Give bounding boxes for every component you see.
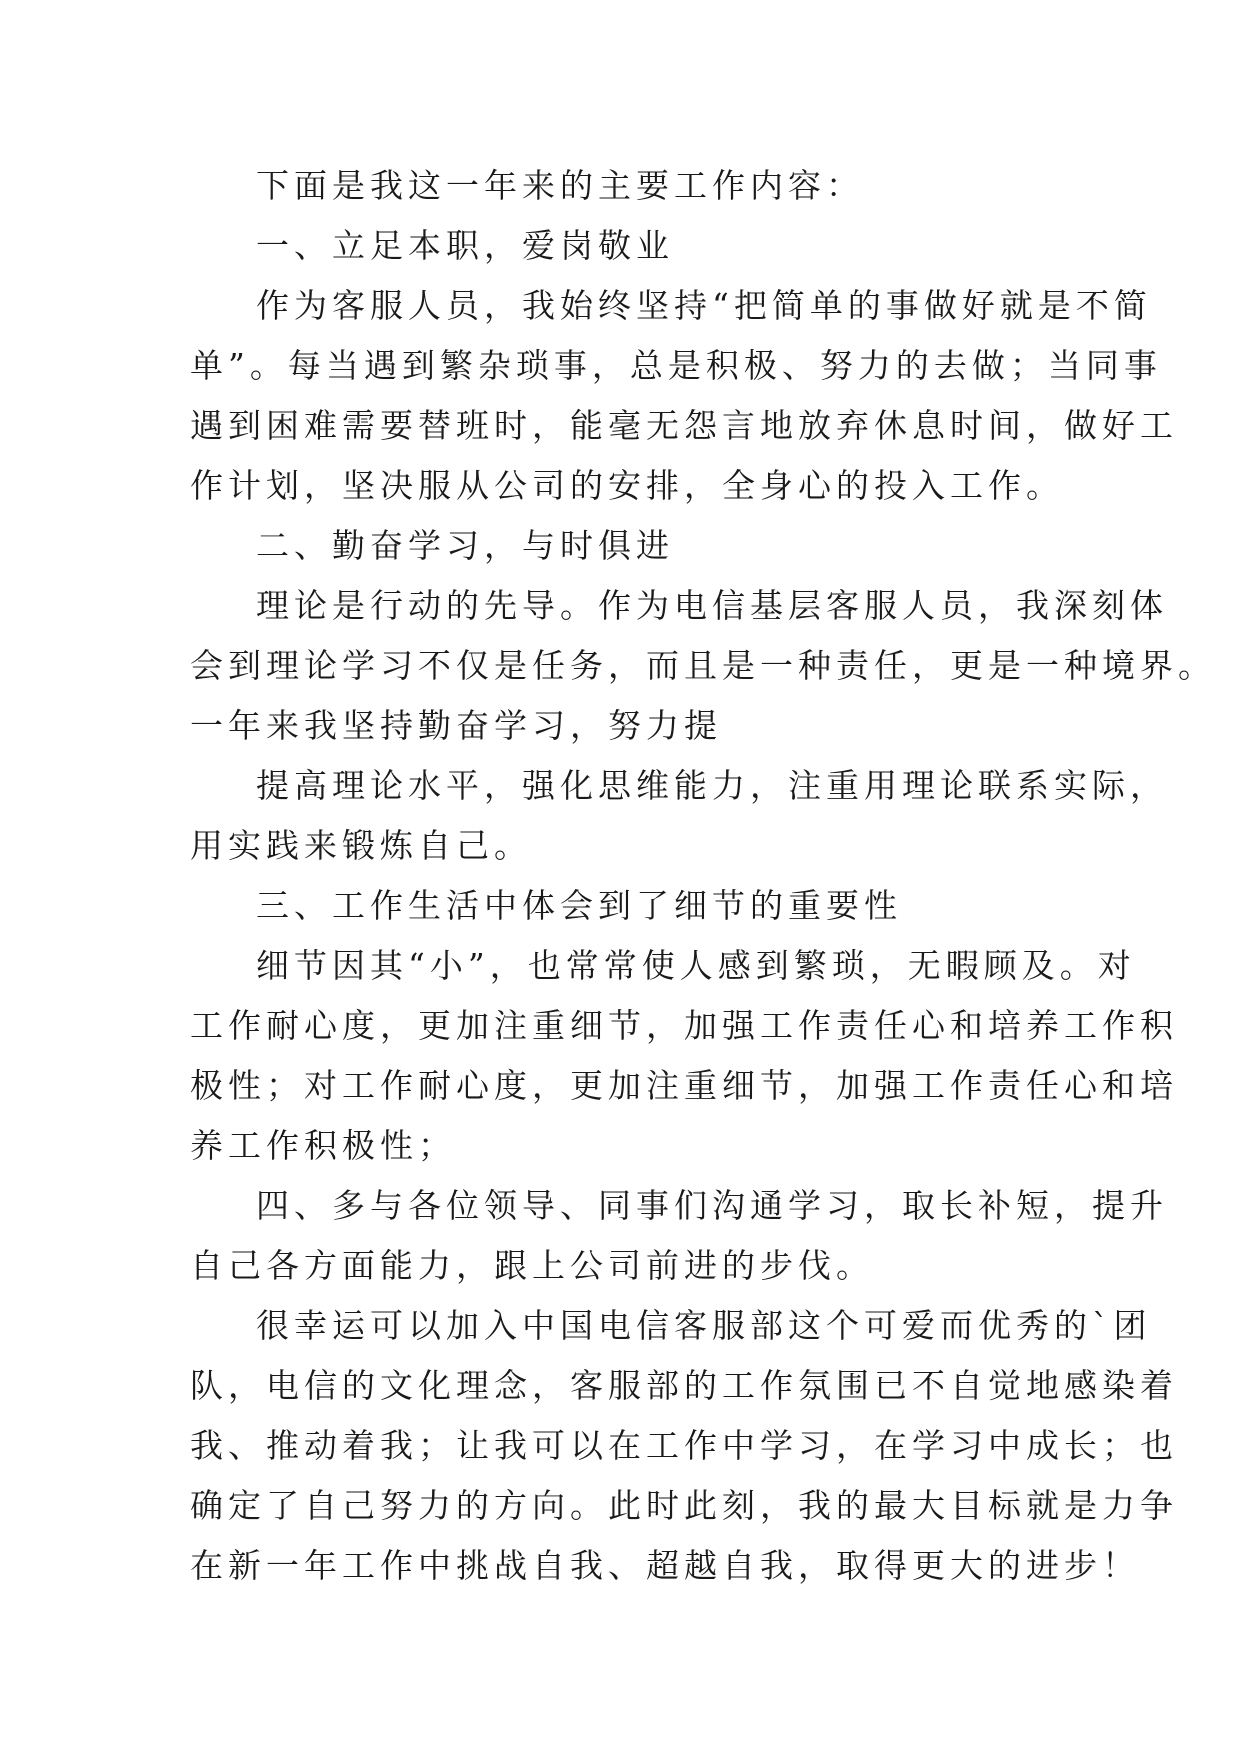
text-line: 提高理论水平，强化思维能力，注重用理论联系实际，: [256, 766, 1168, 805]
section-heading: 二、勤奋学习，与时俱进: [256, 526, 674, 565]
text-line: 养工作积极性；: [190, 1126, 456, 1165]
text-line: 遇到困难需要替班时，能毫无怨言地放弃休息时间，做好工: [190, 406, 1178, 445]
text-line: 很幸运可以加入中国电信客服部这个可爱而优秀的`团: [256, 1306, 1152, 1345]
text-line: 单”。每当遇到繁杂琐事，总是积极、努力的去做；当同事: [190, 346, 1162, 385]
text-line: 细节因其“小”，也常常使人感到繁琐，无暇顾及。对: [256, 946, 1136, 985]
text-line: 极性；对工作耐心度，更加注重细节，加强工作责任心和培: [190, 1066, 1178, 1105]
text-line: 工作耐心度，更加注重细节，加强工作责任心和培养工作积: [190, 1006, 1178, 1045]
section-heading: 一、立足本职，爱岗敬业: [256, 226, 674, 265]
text-line: 一年来我坚持勤奋学习，努力提: [190, 706, 722, 745]
text-line: 作计划，坚决服从公司的安排，全身心的投入工作。: [190, 466, 1064, 505]
text-line: 确定了自己努力的方向。此时此刻，我的最大目标就是力争: [190, 1486, 1178, 1525]
text-line: 下面是我这一年来的主要工作内容：: [256, 166, 864, 205]
text-line: 在新一年工作中挑战自我、超越自我，取得更大的进步！: [190, 1546, 1140, 1585]
section-heading: 三、工作生活中体会到了细节的重要性: [256, 886, 902, 925]
text-line: 队，电信的文化理念，客服部的工作氛围已不自觉地感染着: [190, 1366, 1178, 1405]
text-line: 理论是行动的先导。作为电信基层客服人员，我深刻体: [256, 586, 1168, 625]
text-line: 作为客服人员，我始终坚持“把简单的事做好就是不简: [256, 286, 1152, 325]
text-line: 我、推动着我；让我可以在工作中学习，在学习中成长；也: [190, 1426, 1178, 1465]
text-line: 自己各方面能力，跟上公司前进的步伐。: [190, 1246, 874, 1285]
section-heading: 四、多与各位领导、同事们沟通学习，取长补短，提升: [256, 1186, 1168, 1225]
text-line: 用实践来锻炼自己。: [190, 826, 532, 865]
text-line: 会到理论学习不仅是任务，而且是一种责任，更是一种境界。: [190, 646, 1216, 685]
